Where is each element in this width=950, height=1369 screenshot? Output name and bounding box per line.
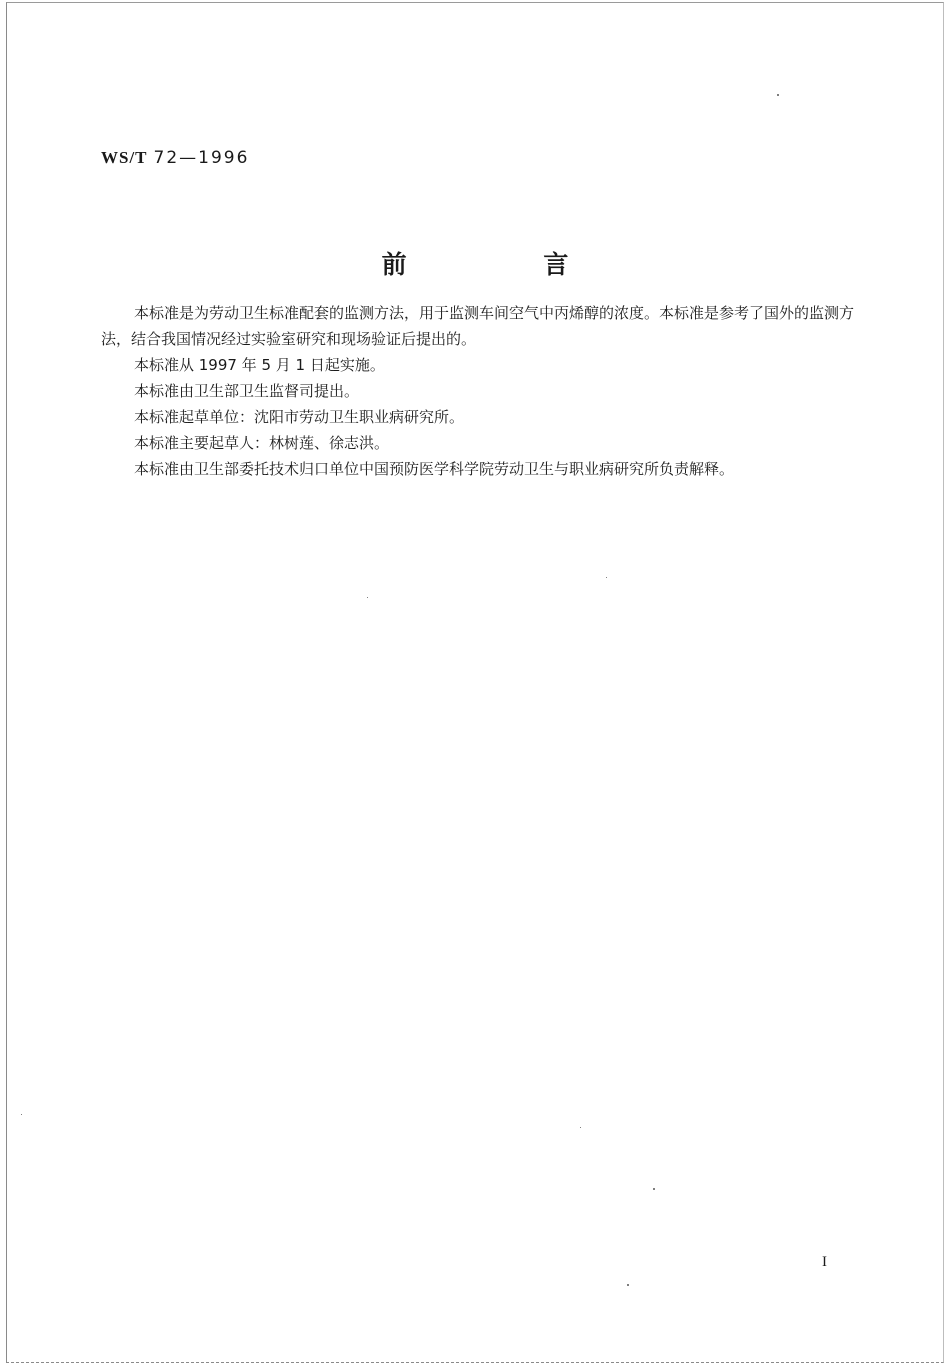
- scan-speck: [627, 1284, 629, 1286]
- paragraph-proposer: 本标准由卫生部卫生监督司提出。: [134, 382, 360, 400]
- scan-speck: [653, 1188, 655, 1190]
- paragraph-purpose: 本标准是为劳动卫生标准配套的监测方法，用于监测车间空气中丙烯醇的浓度。本标准是参考了国外的监测方法，结合我国情况经过实验室研究和现场验证后提出的。: [101, 304, 855, 348]
- scan-speck: [21, 1114, 22, 1115]
- standard-code-number: 72—1996: [153, 148, 250, 168]
- paragraph-drafters: 本标准主要起草人：林树莲、徐志洪。: [134, 434, 390, 452]
- scan-speck: [367, 597, 368, 598]
- page-title: 前 言: [381, 250, 633, 279]
- page-border: [6, 2, 944, 1363]
- paragraph-drafting-unit: 本标准起草单位：沈阳市劳动卫生职业病研究所。: [134, 408, 465, 426]
- scan-speck: [606, 577, 607, 578]
- paragraph-interpretation: 本标准由卫生部委托技术归口单位中国预防医学科学院劳动卫生与职业病研究所负责解释。: [134, 460, 735, 478]
- page-number: I: [822, 1254, 827, 1270]
- standard-code: [101, 148, 249, 168]
- foreword-body: [101, 300, 861, 482]
- scan-speck: [580, 1127, 581, 1128]
- paragraph-effective-date: 本标准从 1997 年 5 月 1 日起实施。: [134, 356, 385, 374]
- standard-code-prefix: WS/T: [101, 148, 148, 167]
- scan-speck: [777, 94, 779, 96]
